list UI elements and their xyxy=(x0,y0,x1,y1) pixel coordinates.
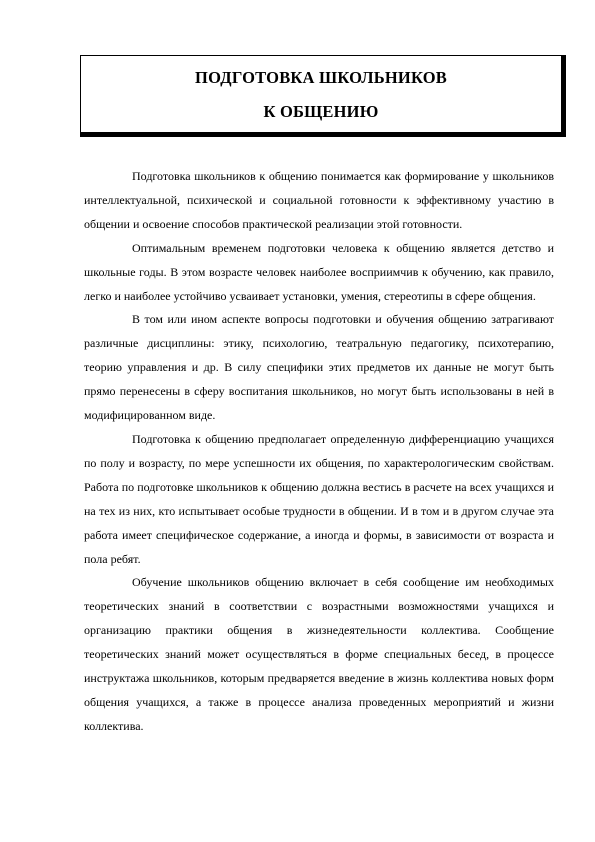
paragraph: В том или ином аспекте вопросы подготовки и обучения общению затрагивают различные дисциплины: этику, психологию, театральную педагогику, психотерапию, теорию управления и др. В силу специфики этих предметов их данные не могут быть прямо перенесены в сферу воспитания школьников, но могут быть использованы в ней в модифицированном виде. xyxy=(84,312,554,423)
title-box xyxy=(80,55,566,137)
title-line-2: К ОБЩЕНИЮ xyxy=(263,102,379,121)
paragraph: Подготовка школьников к общению понимается как формирование у школьников интеллектуальной, психической и социальной готовности к эффективному участию в общении и освоение способов практической реализации этой готовности. xyxy=(84,169,554,231)
document-body xyxy=(84,165,554,739)
paragraph: Обучение школьников общению включает в себя сообщение им необходимых теоретических знаний в соответствии с возрастными возможностями учащихся и организацию практики общения в жизнедеятельности коллектива. Сообщение теоретических знаний может осуществляться в форме специальных бесед, в процессе инструктажа школьников, которым предваряется введение в жизнь коллектива новых форм общения учащихся, а также в процессе анализа проведенных мероприятий и жизни коллектива. xyxy=(84,575,554,733)
paragraph: Оптимальным временем подготовки человека к общению является детство и школьные годы. В этом возрасте человек наиболее восприимчив к обучению, как правило, легко и наиболее устойчиво усваивает установки, умения, стереотипы в сфере общения. xyxy=(84,240,554,303)
paragraph: Подготовка к общению предполагает определенную дифференциацию учащихся по полу и возрасту, по мере успешности их общения, по характерологическим свойствам. Работа по подготовке школьников к общению должна вестись в расчете на всех учащихся и на тех из них, кто испытывает особые трудности в общении. И в том и в другом случае эта работа имеет специфическое содержание, а иногда и формы, в зависимости от возраста и пола ребят. xyxy=(84,431,554,566)
title-line-1: ПОДГОТОВКА ШКОЛЬНИКОВ xyxy=(195,68,447,87)
